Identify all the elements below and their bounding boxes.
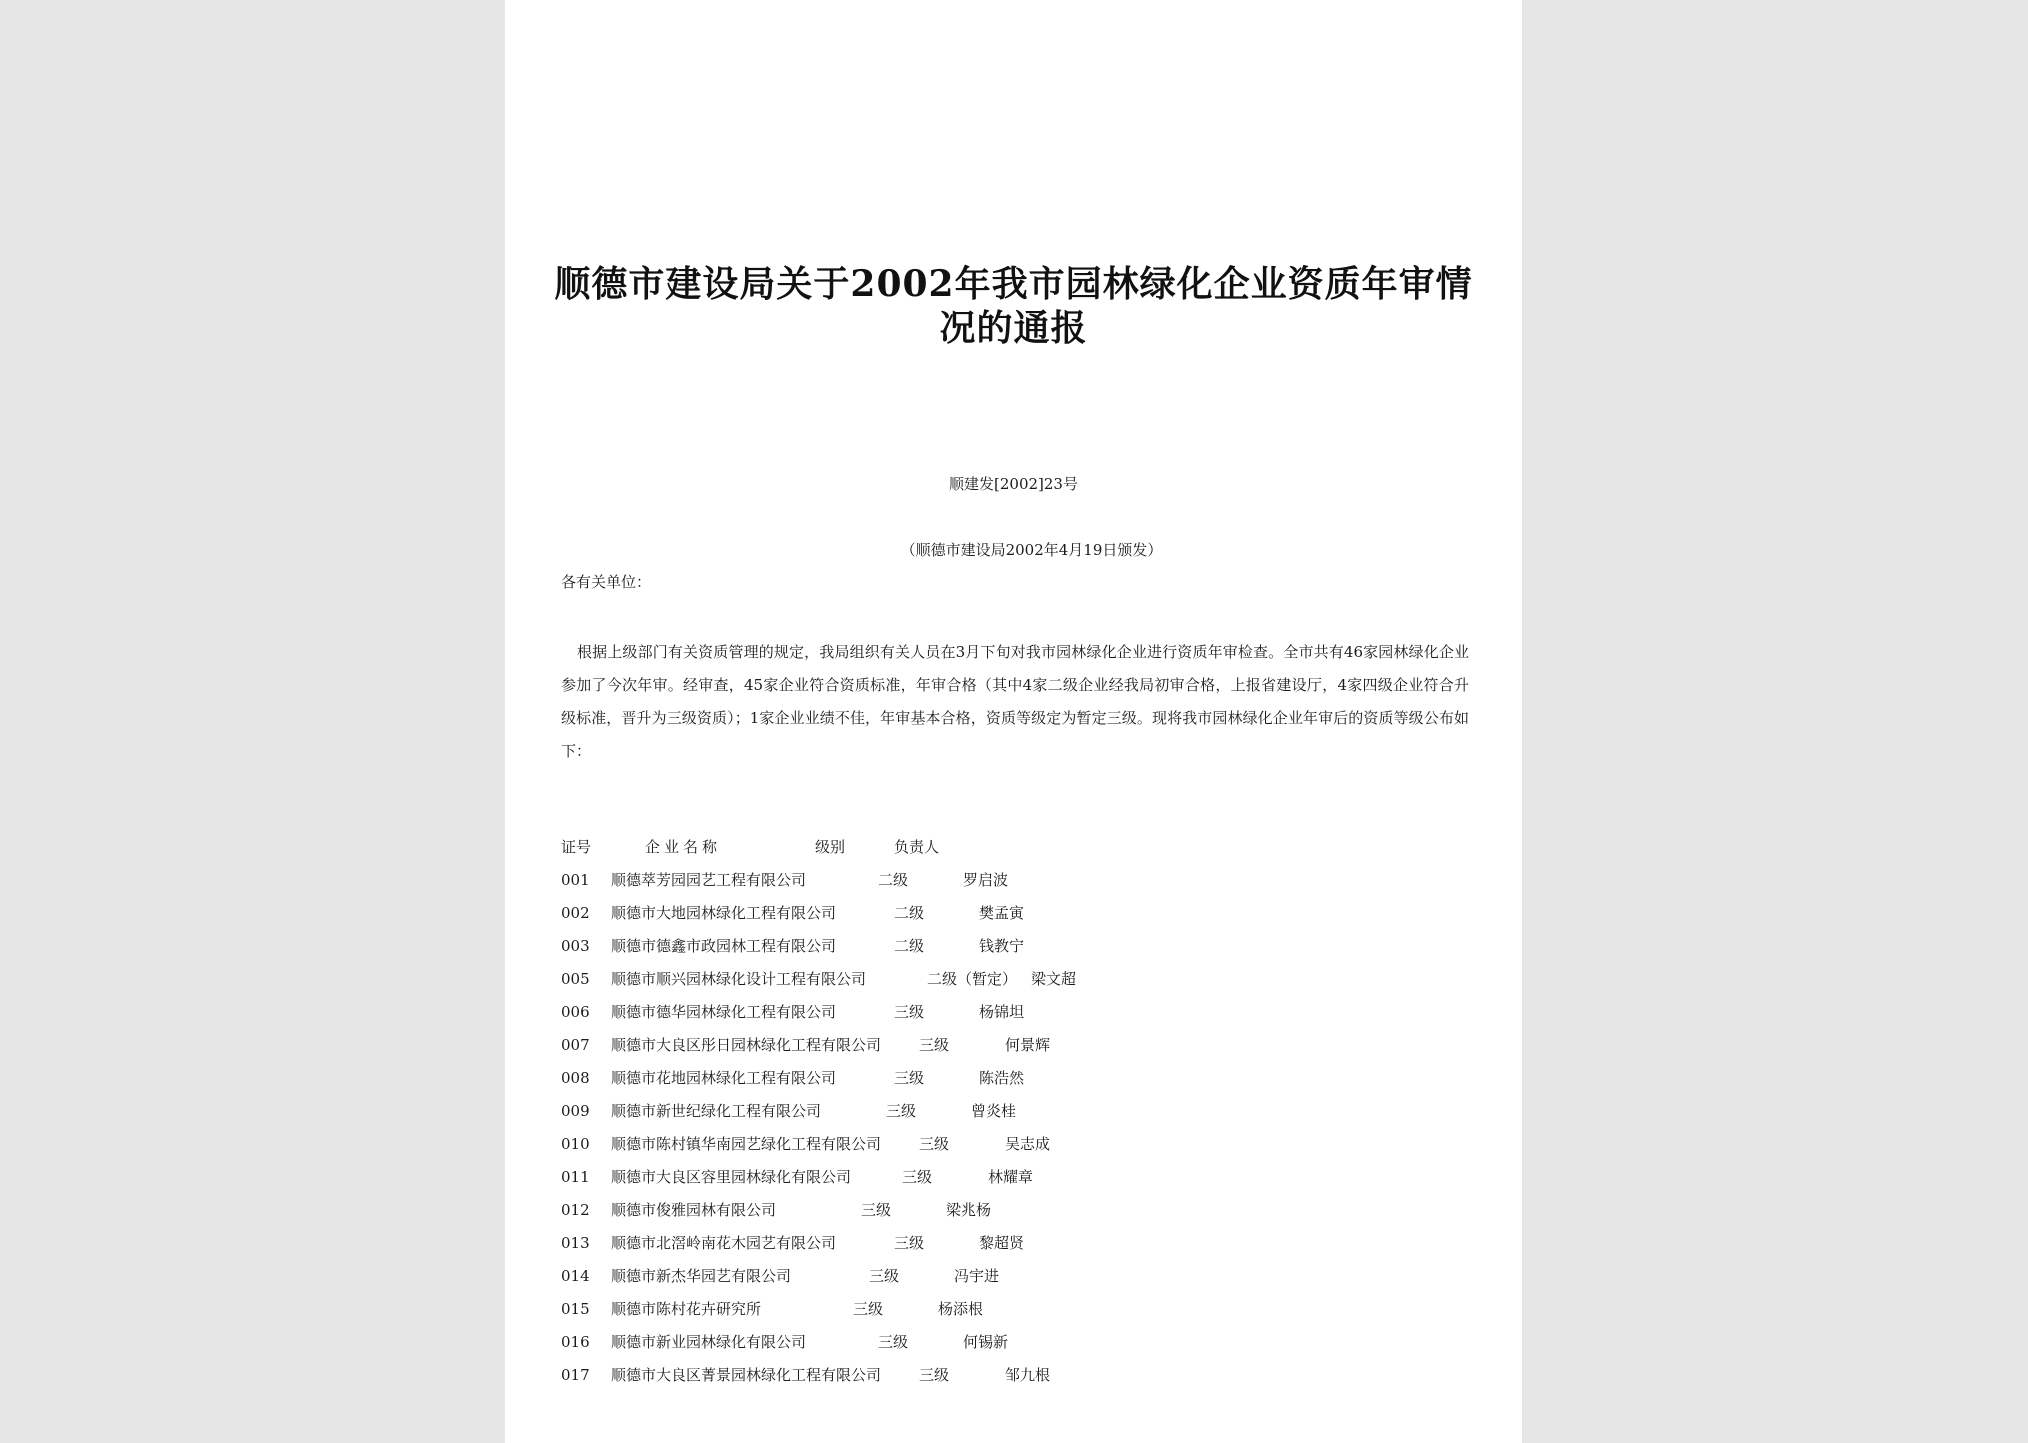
row-person: 钱教宁	[979, 937, 1025, 955]
row-level: 三级	[919, 1366, 950, 1384]
row-company-name: 顺德市大良区容里园林绿化有限公司	[611, 1168, 852, 1186]
table-row	[561, 1265, 1461, 1287]
row-person: 杨添根	[938, 1300, 984, 1318]
header-level: 级别	[815, 838, 846, 856]
row-person: 梁文超	[1031, 970, 1077, 988]
table-row	[561, 869, 1461, 891]
table-row	[561, 1034, 1461, 1056]
row-id: 003	[561, 937, 590, 955]
issue-date-note: （顺德市建设局2002年4月19日颁发）	[900, 541, 1163, 559]
row-person: 樊孟寅	[979, 904, 1025, 922]
row-id: 012	[561, 1201, 590, 1219]
row-id: 005	[561, 970, 590, 988]
row-id: 016	[561, 1333, 590, 1351]
row-id: 009	[561, 1102, 590, 1120]
document-page	[505, 0, 1522, 1443]
table-row	[561, 1001, 1461, 1023]
header-person: 负责人	[894, 838, 940, 856]
row-id: 006	[561, 1003, 590, 1021]
row-level: 三级	[886, 1102, 917, 1120]
table-row	[561, 1100, 1461, 1122]
row-level: 二级	[894, 937, 925, 955]
row-id: 008	[561, 1069, 590, 1087]
row-person: 陈浩然	[979, 1069, 1025, 1087]
row-level: 三级	[894, 1234, 925, 1252]
row-level: 二级（暂定）	[927, 970, 1018, 988]
row-company-name: 顺德市大地园林绿化工程有限公司	[611, 904, 837, 922]
row-company-name: 顺德市新杰华园艺有限公司	[611, 1267, 792, 1285]
row-person: 林耀章	[988, 1168, 1034, 1186]
row-level: 三级	[894, 1069, 925, 1087]
row-id: 013	[561, 1234, 590, 1252]
row-person: 何锡新	[963, 1333, 1009, 1351]
row-person: 罗启波	[963, 871, 1009, 889]
row-id: 014	[561, 1267, 590, 1285]
table-row	[561, 935, 1461, 957]
row-level: 三级	[919, 1036, 950, 1054]
row-person: 冯宇进	[954, 1267, 1000, 1285]
row-level: 三级	[894, 1003, 925, 1021]
document-number: 顺建发[2002]23号	[949, 475, 1078, 493]
row-level: 三级	[861, 1201, 892, 1219]
table-row	[561, 1298, 1461, 1320]
table-header	[561, 836, 1461, 858]
row-level: 二级	[894, 904, 925, 922]
table-row	[561, 1364, 1461, 1386]
row-company-name: 顺德市新业园林绿化有限公司	[611, 1333, 807, 1351]
row-person: 梁兆杨	[946, 1201, 992, 1219]
row-level: 二级	[878, 871, 909, 889]
row-id: 010	[561, 1135, 590, 1153]
table-row	[561, 1331, 1461, 1353]
row-company-name: 顺德市德华园林绿化工程有限公司	[611, 1003, 837, 1021]
row-id: 001	[561, 871, 590, 889]
body-paragraph: 根据上级部门有关资质管理的规定，我局组织有关人员在3月下旬对我市园林绿化企业进行资质年审检查。全市共有46家园林绿化企业参加了今次年审。经审查，45家企业符合资质标准，年审合格（其中4家二级企业经我局初审合格，上报省建设厅，4家四级企业符合升级标准，晋升为三级资质）；1家企业业绩不佳，年审基本合格，资质等级定为暂定三级。现将我市园林绿化企业年审后的资质等级公布如下：	[561, 643, 1469, 760]
row-company-name: 顺德市陈村镇华南园艺绿化工程有限公司	[611, 1135, 882, 1153]
row-level: 三级	[919, 1135, 950, 1153]
salutation: 各有关单位：	[561, 573, 652, 591]
table-row	[561, 902, 1461, 924]
header-name: 企业名称	[645, 838, 722, 856]
table-row	[561, 1166, 1461, 1188]
row-id: 002	[561, 904, 590, 922]
table-row	[561, 1199, 1461, 1221]
row-person: 曾炎桂	[971, 1102, 1017, 1120]
table-row	[561, 1133, 1461, 1155]
row-id: 007	[561, 1036, 590, 1054]
row-level: 三级	[902, 1168, 933, 1186]
row-person: 邹九根	[1005, 1366, 1051, 1384]
row-person: 吴志成	[1005, 1135, 1051, 1153]
row-company-name: 顺德市大良区菁景园林绿化工程有限公司	[611, 1366, 882, 1384]
document-title: 顺德市建设局关于2002年我市园林绿化企业资质年审情 况的通报	[554, 263, 1473, 349]
header-id: 证号	[561, 838, 592, 856]
row-company-name: 顺德市大良区彤日园林绿化工程有限公司	[611, 1036, 882, 1054]
row-company-name: 顺德市顺兴园林绿化设计工程有限公司	[611, 970, 867, 988]
row-level: 三级	[878, 1333, 909, 1351]
row-company-name: 顺德市陈村花卉研究所	[611, 1300, 762, 1318]
table-row	[561, 968, 1461, 990]
row-company-name: 顺德市北滘岭南花木园艺有限公司	[611, 1234, 837, 1252]
row-company-name: 顺德市德鑫市政园林工程有限公司	[611, 937, 837, 955]
row-company-name: 顺德市新世纪绿化工程有限公司	[611, 1102, 822, 1120]
row-company-name: 顺德市花地园林绿化工程有限公司	[611, 1069, 837, 1087]
row-person: 杨锦坦	[979, 1003, 1025, 1021]
row-person: 黎超贤	[979, 1234, 1025, 1252]
table-row	[561, 1067, 1461, 1089]
row-id: 017	[561, 1366, 590, 1384]
row-level: 三级	[869, 1267, 900, 1285]
row-person: 何景辉	[1005, 1036, 1051, 1054]
row-id: 011	[561, 1168, 590, 1186]
row-id: 015	[561, 1300, 590, 1318]
table-row	[561, 1232, 1461, 1254]
row-company-name: 顺德萃芳园园艺工程有限公司	[611, 871, 807, 889]
row-company-name: 顺德市俊雅园林有限公司	[611, 1201, 777, 1219]
row-level: 三级	[853, 1300, 884, 1318]
